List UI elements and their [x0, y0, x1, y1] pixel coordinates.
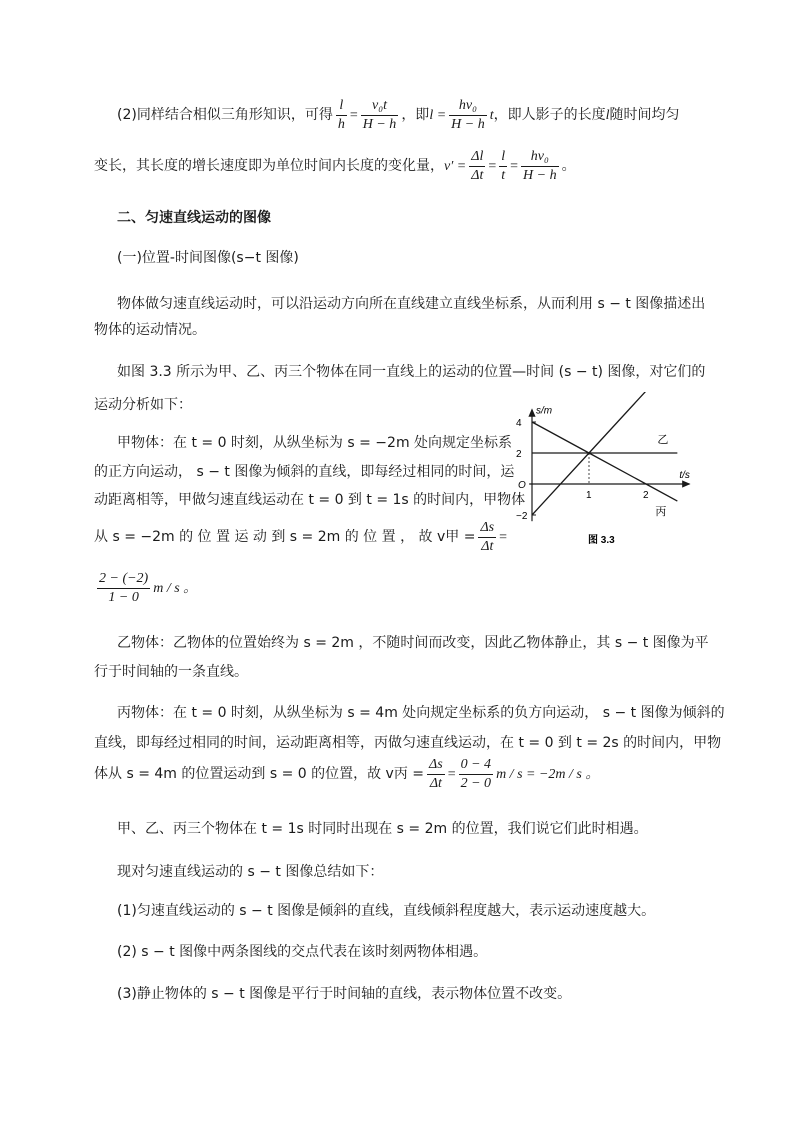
series-label-3: 丙	[655, 506, 667, 519]
y-axis-label: s/m	[536, 405, 553, 417]
fraction-velocity-bing: $\frac{0 - 4}{2 - 0}$	[460, 756, 492, 791]
para-intro-line2: 物体的运动情况。	[94, 322, 206, 338]
yi-line1: 乙物体：乙物体的位置始终为 s = 2m ，不随时间而改变，因此乙物体静止，其 s − t 图像为平	[117, 635, 709, 651]
bing-line2: 直线，即每经过相同的时间，运动距离相等，丙做匀速直线运动，在 t = 0 到 t = 2s 的时间内，甲物	[94, 735, 722, 751]
origin-label: O	[518, 480, 526, 491]
summary-intro: 现对匀速直线运动的 s − t 图像总结如下：	[117, 864, 384, 880]
y-tick-label: −2	[516, 511, 528, 522]
summary-item-2: (2) s − t 图像中两条图线的交点代表在该时刻两物体相遇。	[117, 944, 488, 960]
meet-paragraph: 甲、乙、丙三个物体在 t = 1s 时同时出现在 s = 2m 的位置，我们说它们此时相遇。	[117, 821, 648, 837]
fraction-dl-over-dt: $\frac{\Delta l}{\Delta t}$	[471, 148, 484, 183]
jia-line1: 甲物体：在 t = 0 时刻，从纵坐标为 s = −2m 处向规定坐标系	[117, 435, 513, 451]
series-label-2: 乙	[657, 434, 669, 446]
bing-line3: 体从 s = 4m 的位置运动到 s = 0 的位置，故 v丙 = $\frac{\Delta s}{\Delta t}$ = $\frac{0 - 4}{2 - 0}$ m / s = −2m / s 。	[94, 756, 600, 791]
jia-line3: 动距离相等，甲做匀速直线运动在 t = 0 到 t = 1s 的时间内，甲物体	[94, 492, 526, 508]
yi-line2: 行于时间轴的一条直线。	[94, 664, 248, 680]
summary-item-3: (3)静止物体的 s − t 图像是平行于时间轴的直线，表示物体位置不改变。	[117, 986, 572, 1002]
fraction-hv0-over-H-h-2: $\frac{\text{hv₀}}{H - h}$	[523, 148, 557, 183]
x-tick-label: 2	[643, 490, 649, 501]
summary-item-1: (1)匀速直线运动的 s − t 图像是倾斜的直线，直线倾斜程度越大，表示运动速度越大。	[117, 903, 656, 919]
jia-line2: 的正方向运动， s − t 图像为倾斜的直线，即每经过相同的时间，运	[94, 464, 515, 480]
fraction-l-over-h: $\frac{l}{h}$	[337, 97, 345, 132]
jia-line4: 从 s = −2m 的 位 置 运 动 到 s = 2m 的 位 置 ， 故 v甲 = $\frac{\Delta s}{\Delta t}$ =	[94, 519, 508, 554]
fraction-v0t-over-H-h: $\frac{\text{v₀t}}{H - h}$	[362, 97, 397, 132]
fraction-velocity-jia: $\frac{2 - (-2)}{1 - 0}$	[99, 570, 149, 605]
series-line-3	[532, 422, 677, 501]
fraction-l-over-t: $\frac{l}{t}$	[501, 148, 506, 183]
para-2-line1: (2)同样结合相似三角形知识，可得 $\frac{l}{h}$ = $\frac{\text{v₀t}}{H - h}$ ，即l = $\frac{\text{hv₀}}{H - h}$ t，即人影子的长度l随时间均匀	[117, 97, 680, 132]
y-tick-label: 2	[516, 449, 522, 460]
jia-line5: $\frac{2 - (-2)}{1 - 0}$ m / s 。	[99, 570, 198, 605]
figure-3-3-chart	[510, 392, 710, 552]
sub-title: (一)位置-时间图像(s−t 图像)	[117, 250, 299, 266]
para-2-line2: 变长，其长度的增长速度即为单位时间内长度的变化量，v′ = $\frac{\Delta l}{\Delta t}$ = $\frac{l}{t}$ = $\frac{\text{hv₀}}{H - h}$ 。	[94, 148, 576, 183]
x-axis-label: t/s	[679, 470, 690, 481]
para-figure-line2: 运动分析如下：	[94, 397, 192, 413]
y-tick-label: 4	[516, 418, 522, 429]
bing-line1: 丙物体：在 t = 0 时刻，从纵坐标为 s = 4m 处向规定坐标系的负方向运动， s − t 图像为倾斜的	[117, 705, 725, 721]
fraction-ds-over-dt-bing: $\frac{\Delta s}{\Delta t}$	[429, 756, 443, 791]
para-intro-line1: 物体做匀速直线运动时，可以沿运动方向所在直线建立直线坐标系，从而利用 s − t 图像描述出	[117, 296, 706, 312]
figure-caption: 图 3.3	[588, 535, 615, 547]
fraction-ds-over-dt: $\frac{\Delta s}{\Delta t}$	[480, 519, 495, 554]
fraction-hv0-over-H-h: $\frac{\text{hv₀}}{H - h}$	[451, 97, 485, 132]
section-title: 二、匀速直线运动的图像	[117, 210, 271, 226]
para-figure-line1: 如图 3.3 所示为甲、乙、丙三个物体在同一直线上的运动的位置—时间 (s − t) 图像，对它们的	[117, 364, 706, 380]
x-tick-label: 1	[586, 490, 592, 501]
